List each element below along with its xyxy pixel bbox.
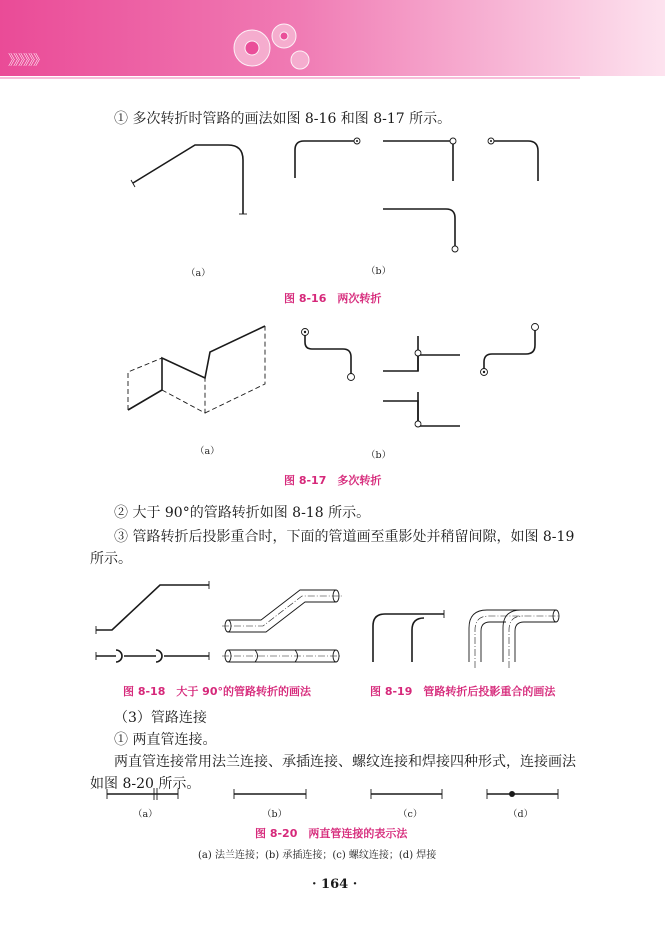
fig19-right xyxy=(469,610,560,668)
fig20-note: (a) 法兰连接；(b) 承插连接；(c) 螺纹连接；(d) 焊接 xyxy=(198,850,437,861)
fig18-caption: 图 8-18 大于 90°的管路转折的画法 xyxy=(123,685,311,698)
paragraph-3-line1: ③ 管路转折后投影重合时，下面的管道画至重影处并稍留间隙，如图 8-19 xyxy=(114,529,575,545)
paragraph-1: ① 多次转折时管路的画法如图 8-16 和图 8-17 所示。 xyxy=(114,111,452,127)
header-chevrons: 》》》》》》 xyxy=(8,53,45,69)
fig18-left-top xyxy=(96,581,209,634)
section-heading: （3）管路连接 xyxy=(114,710,207,726)
fig20-sub-c: （c） xyxy=(398,809,423,820)
fig17-caption: 图 8-17 多次转折 xyxy=(284,474,382,487)
fig16-caption: 图 8-16 两次转折 xyxy=(284,292,382,305)
fig17-sub-a: （a） xyxy=(195,446,220,457)
fig17b-view1 xyxy=(302,329,355,381)
header-banner xyxy=(0,0,665,82)
fig20c-thread xyxy=(371,789,442,799)
fig16b-view4 xyxy=(383,209,458,252)
fig20d-weld xyxy=(487,789,558,799)
fig20-sub-b: （b） xyxy=(262,809,288,820)
fig16b-view3 xyxy=(488,138,538,181)
fig20b-socket xyxy=(234,789,306,799)
subsection-heading: ① 两直管连接。 xyxy=(114,732,217,748)
fig17a-pipe xyxy=(128,326,265,413)
paragraph-2: ② 大于 90°的管路转折如图 8-18 所示。 xyxy=(114,505,371,521)
paragraph-3-line2: 所示。 xyxy=(90,551,132,567)
fig17b-view3 xyxy=(481,324,539,376)
paragraph-4-line1: 两直管连接常用法兰连接、承插连接、螺纹连接和焊接四种形式，连接画法 xyxy=(114,754,576,770)
fig16a-pipe xyxy=(131,145,247,214)
fig17b-view2 xyxy=(383,336,460,371)
fig16-sub-a: （a） xyxy=(186,268,211,279)
fig18-right-top xyxy=(222,590,342,632)
fig16b-view1 xyxy=(295,138,360,178)
fig19-caption: 图 8-19 管路转折后投影重合的画法 xyxy=(370,685,556,698)
fig16b-view2 xyxy=(383,138,456,181)
fig19-left xyxy=(373,610,444,662)
fig18-right-bottom xyxy=(222,650,342,662)
fig18-left-bottom xyxy=(96,650,209,662)
paragraph-4-line2: 如图 8-20 所示。 xyxy=(90,776,201,792)
fig20-sub-d: （d） xyxy=(508,809,534,820)
fig20-caption: 图 8-20 两直管连接的表示法 xyxy=(255,827,408,840)
fig20-sub-a: （a） xyxy=(133,809,158,820)
fig17-sub-b: （b） xyxy=(366,450,392,461)
fig17b-view4 xyxy=(383,392,460,427)
page-number: · 164 · xyxy=(312,877,358,892)
fig16-sub-b: （b） xyxy=(366,266,392,277)
